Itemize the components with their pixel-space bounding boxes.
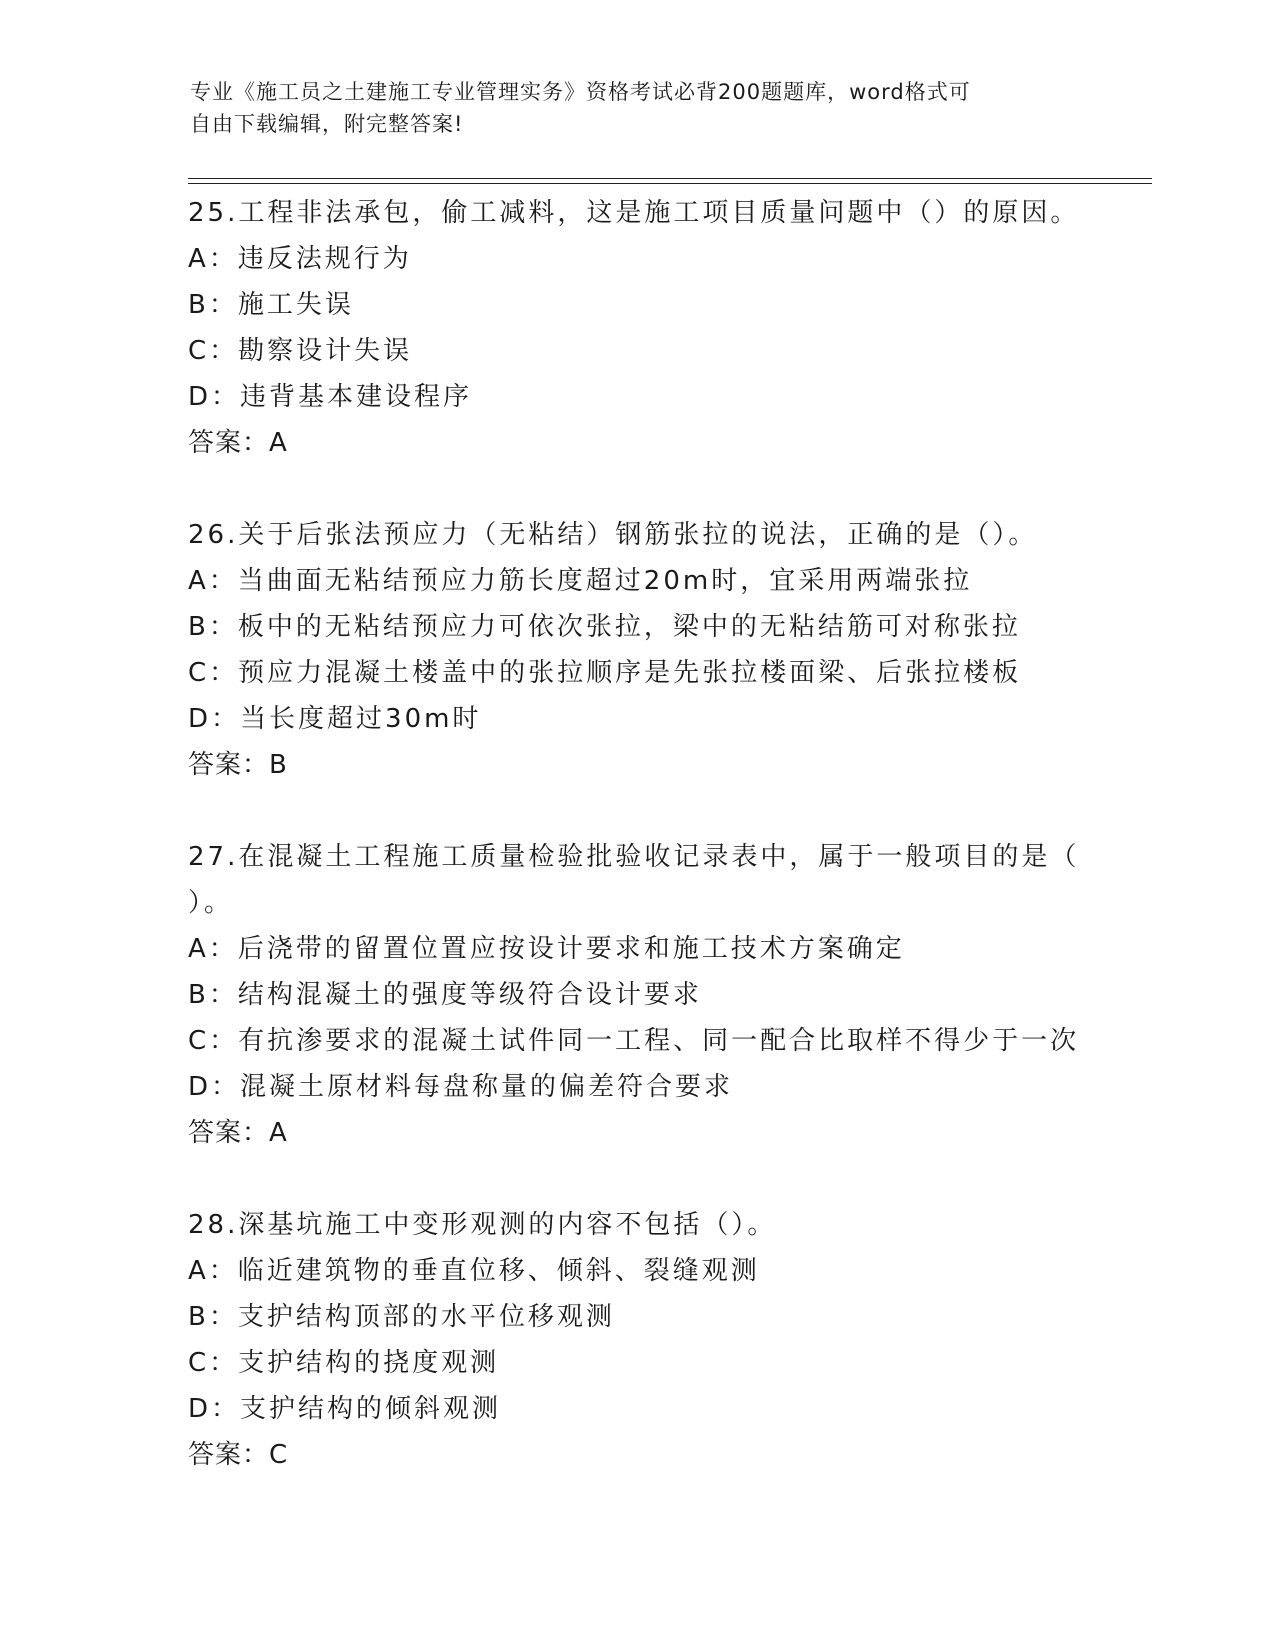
question-block	[188, 834, 1088, 1156]
answer-option: C：预应力混凝土楼盖中的张拉顺序是先张拉楼面梁、后张拉楼板	[188, 658, 1022, 688]
answer-value: A	[269, 1118, 290, 1148]
answer-option: D：违背基本建设程序	[188, 382, 473, 412]
question-block	[188, 512, 1088, 788]
answer-option: A：临近建筑物的垂直位移、倾斜、裂缝观测	[188, 1256, 760, 1286]
answer-option: A：违反法规行为	[188, 244, 412, 274]
answer-label: 答案：	[188, 750, 270, 780]
answer-line	[188, 742, 1088, 788]
question-block	[188, 1202, 1088, 1478]
answer-option: A：当曲面无粘结预应力筋长度超过20m时，宜采用两端张拉	[188, 566, 973, 596]
answer-label: 答案：	[188, 1118, 270, 1148]
answer-option: D：当长度超过30m时	[188, 704, 482, 734]
question-block	[188, 190, 1088, 466]
answer-option: D：支护结构的倾斜观测	[188, 1394, 502, 1424]
header-line-2: 自由下载编辑，附完整答案!	[190, 112, 464, 136]
answer-label: 答案：	[188, 1440, 270, 1470]
header-divider-top	[188, 178, 1152, 179]
answer-option: B：结构混凝土的强度等级符合设计要求	[188, 980, 702, 1010]
answer-line	[188, 420, 1088, 466]
header-line-1: 专业《施工员之土建施工专业管理实务》资格考试必背200题题库，word格式可	[190, 80, 971, 104]
answer-option: B：施工失误	[188, 290, 354, 320]
answer-value: B	[269, 750, 290, 780]
answer-option: A：后浇带的留置位置应按设计要求和施工技术方案确定	[188, 934, 905, 964]
document-header	[190, 76, 1070, 140]
answer-option: C：有抗渗要求的混凝土试件同一工程、同一配合比取样不得少于一次	[188, 1026, 1080, 1056]
question-stem: 27.在混凝土工程施工质量检验批验收记录表中，属于一般项目的是（	[188, 842, 1080, 872]
question-stem: 26.关于后张法预应力（无粘结）钢筋张拉的说法，正确的是（）。	[188, 520, 1038, 550]
answer-option: D：混凝土原材料每盘称量的偏差符合要求	[188, 1072, 734, 1102]
answer-label: 答案：	[188, 428, 270, 458]
answer-option: B：支护结构顶部的水平位移观测	[188, 1302, 615, 1332]
question-stem: 28.深基坑施工中变形观测的内容不包括（）。	[188, 1210, 777, 1240]
answer-value: A	[269, 428, 290, 458]
answer-line	[188, 1110, 1088, 1156]
answer-value: C	[269, 1440, 291, 1470]
answer-option: C：勘察设计失误	[188, 336, 413, 366]
answer-line	[188, 1432, 1088, 1478]
question-stem: 25.工程非法承包，偷工减料，这是施工项目质量问题中（）的原因。	[188, 198, 1080, 228]
header-divider-bottom	[188, 183, 1152, 184]
question-list	[188, 190, 1088, 1478]
question-stem: ）。	[188, 888, 234, 918]
answer-option: C：支护结构的挠度观测	[188, 1348, 500, 1378]
answer-option: B：板中的无粘结预应力可依次张拉，梁中的无粘结筋可对称张拉	[188, 612, 1021, 642]
